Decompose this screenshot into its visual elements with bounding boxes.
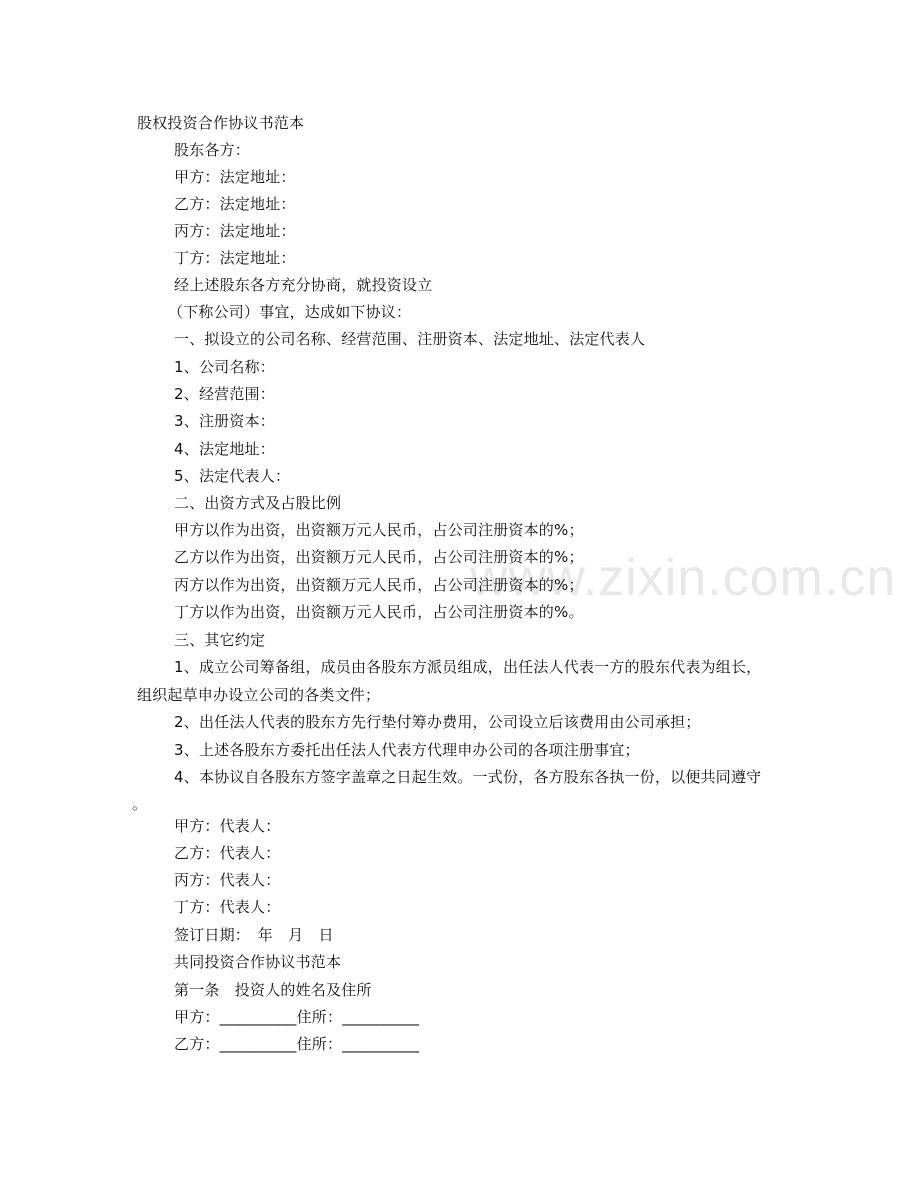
text-line: 股东各方： bbox=[174, 141, 251, 159]
text-line: 甲方：__________住所：__________ bbox=[174, 1008, 420, 1026]
text-line: 丁方：法定地址： bbox=[174, 249, 296, 267]
text-line: 5、法定代表人： bbox=[174, 467, 291, 485]
text-line: 乙方：法定地址： bbox=[174, 195, 296, 213]
section-heading: 二、出资方式及占股比例 bbox=[174, 494, 342, 512]
text-line: 组织起草申办设立公司的各类文件； bbox=[137, 686, 381, 704]
text-line: 1、公司名称： bbox=[174, 358, 275, 376]
signature-line: 乙方：代表人： bbox=[174, 844, 281, 862]
text-line: 丙方：法定地址： bbox=[174, 222, 296, 240]
text-line: （下称公司）事宜，达成如下协议： bbox=[168, 303, 412, 321]
text-line: 4、本协议自各股东方签字盖章之日起生效。一式份，各方股东各执一份，以便共同遵守 bbox=[174, 768, 762, 786]
section-heading: 一、拟设立的公司名称、经营范围、注册资本、法定地址、法定代表人 bbox=[174, 330, 646, 348]
second-title: 共同投资合作协议书范本 bbox=[174, 953, 342, 971]
signature-line: 甲方：代表人： bbox=[174, 817, 281, 835]
text-line: 3、注册资本： bbox=[174, 412, 275, 430]
text-line: 2、出任法人代表的股东方先行垫付筹办费用，公司设立后该费用由公司承担； bbox=[174, 713, 701, 731]
text-line: 3、上述各股东方委托出任法人代表方代理申办公司的各项注册事宜； bbox=[174, 741, 640, 759]
signature-line: 丙方：代表人： bbox=[174, 871, 281, 889]
signature-line: 丁方：代表人： bbox=[174, 898, 281, 916]
text-line: 甲方：法定地址： bbox=[174, 168, 296, 186]
text-line: 4、法定地址： bbox=[174, 440, 275, 458]
text-line: 丙方以作为出资，出资额万元人民币，占公司注册资本的%； bbox=[174, 576, 584, 594]
article-heading: 第一条 投资人的姓名及住所 bbox=[174, 981, 372, 999]
watermark: www.zixin.com.cn bbox=[470, 549, 897, 607]
text-line: 甲方以作为出资，出资额万元人民币，占公司注册资本的%； bbox=[174, 521, 584, 539]
text-line: 1、成立公司筹备组，成员由各股东方派员组成，出任法人代表一方的股东代表为组长， bbox=[174, 658, 762, 676]
document-title: 股权投资合作协议书范本 bbox=[137, 114, 305, 132]
section-heading: 三、其它约定 bbox=[174, 631, 266, 649]
text-line: 丁方以作为出资，出资额万元人民币，占公司注册资本的%。 bbox=[174, 603, 584, 621]
text-line: 。 bbox=[132, 795, 148, 813]
text-line: 乙方：__________住所：__________ bbox=[174, 1035, 420, 1053]
sign-date-line: 签订日期： 年 月 日 bbox=[174, 926, 334, 944]
text-line: 经上述股东各方充分协商，就投资设立 bbox=[174, 276, 433, 294]
text-line: 乙方以作为出资，出资额万元人民币，占公司注册资本的%； bbox=[174, 548, 584, 566]
text-line: 2、经营范围： bbox=[174, 385, 275, 403]
